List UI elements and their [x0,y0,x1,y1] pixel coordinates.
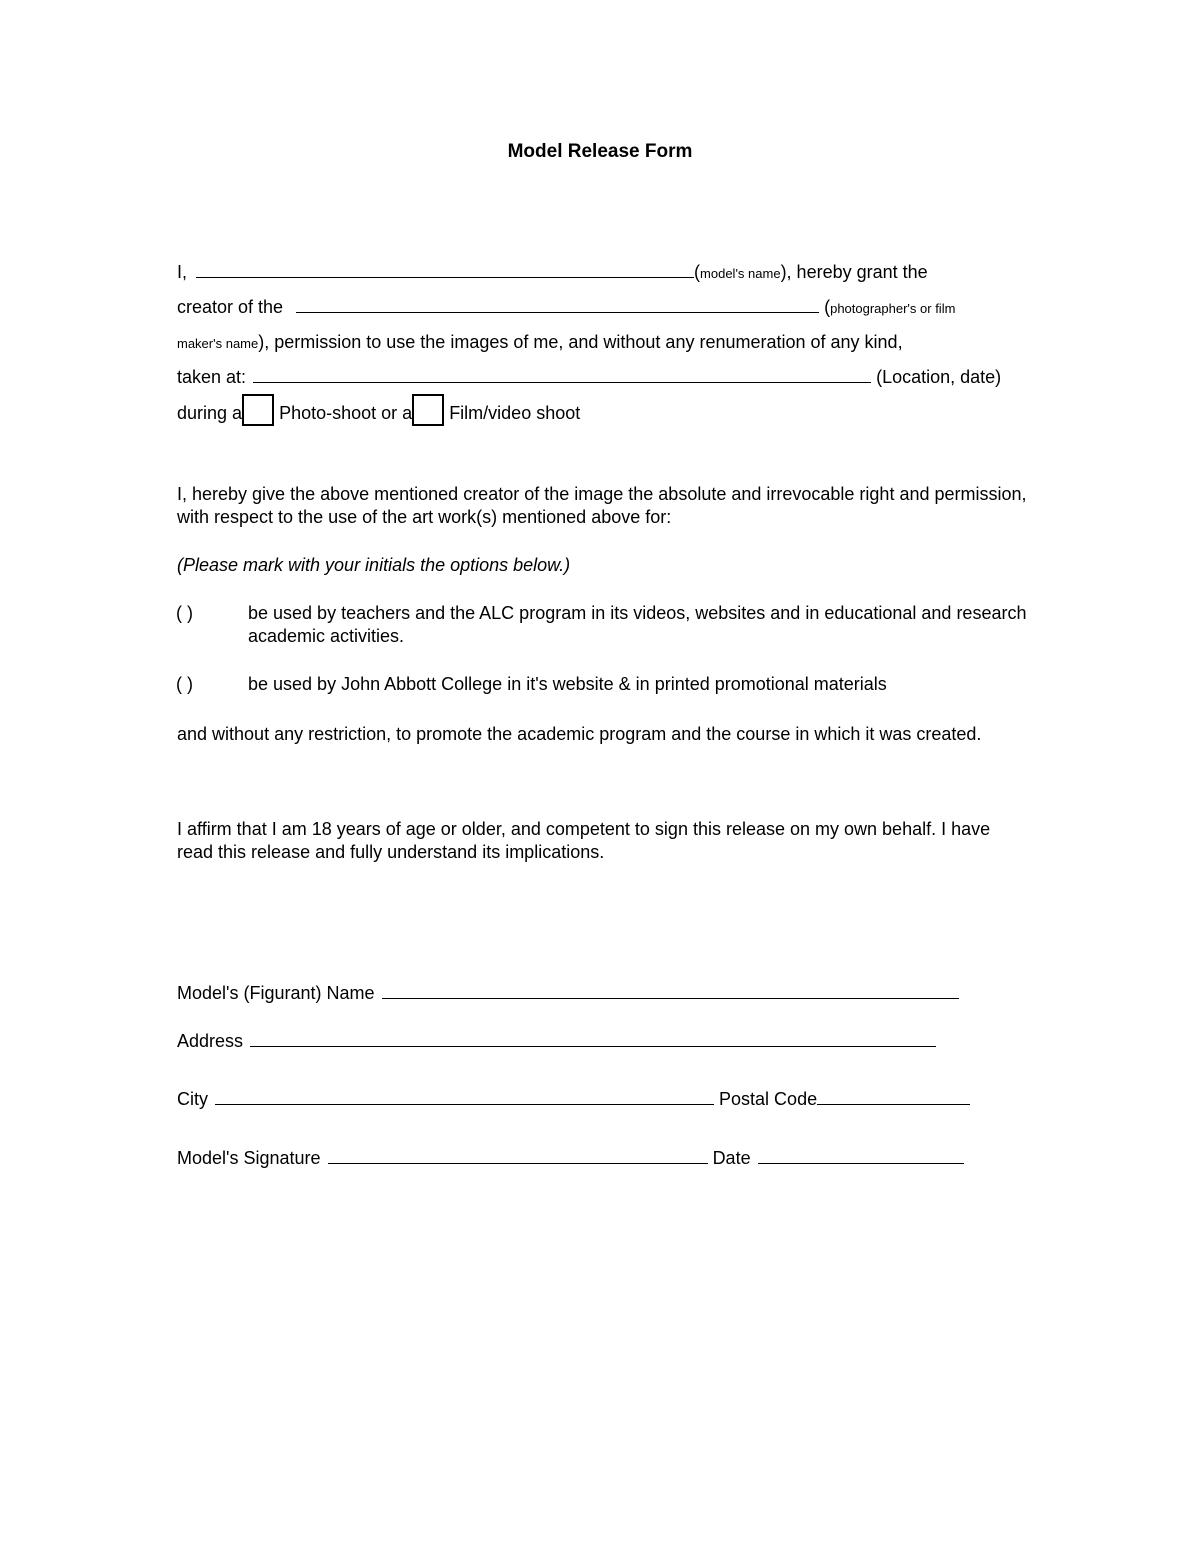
film-video-checkbox[interactable] [412,394,444,426]
postal-code-label: Postal Code [719,1089,818,1109]
photographer-name-field[interactable] [296,296,819,313]
date-label: Date [712,1148,751,1168]
signature-field[interactable] [328,1147,708,1164]
photo-shoot-checkbox[interactable] [242,394,274,426]
model-full-name-field[interactable] [382,982,959,999]
affirm-paragraph: I affirm that I am 18 years of age or older, and competent to sign this release on my own behalf. I have read this release and fully understand its implications. [177,819,991,862]
initials-instruction: (Please mark with your initials the options below.) [177,555,571,575]
location-hint: (Location, date) [876,367,1002,387]
film-video-label: Film/video shoot [449,403,581,423]
signature-date-row [177,1147,964,1169]
photo-shoot-label: Photo-shoot or a [279,403,413,423]
postal-code-field[interactable] [817,1088,970,1105]
model-name-row [177,982,959,1004]
address-row [177,1030,936,1052]
grant-line-3 [177,331,903,355]
grant-line-5 [177,402,580,426]
taken-at-text: taken at: [177,367,247,387]
restriction-paragraph: and without any restriction, to promote the academic program and the course in which it was created. [177,724,982,744]
option-1-initials-field[interactable]: ( ) [176,603,193,623]
creator-of-text: creator of the [177,297,284,317]
i-prefix: I, [177,262,188,282]
location-date-field[interactable] [253,366,871,383]
city-field[interactable] [215,1088,714,1105]
photographer-hint: photographer's or film [830,301,956,316]
city-postal-row [177,1088,970,1110]
option-2-initials-field[interactable]: ( ) [176,674,193,694]
grant-line-2 [177,296,955,320]
signature-label: Model's Signature [177,1148,321,1168]
open-paren-2: ( [824,297,831,317]
address-label: Address [177,1031,244,1051]
page-title: Model Release Form [507,141,693,162]
option-1-text: be used by teachers and the ALC program in its videos, websites and in educational and research academic activities. [248,603,1027,646]
address-field[interactable] [250,1030,936,1047]
date-field[interactable] [758,1147,964,1164]
hereby-grant-text: ), hereby grant the [780,262,928,282]
grant-line-1 [177,261,928,285]
model-name-hint: model's name [700,266,781,281]
model-name-label: Model's (Figurant) Name [177,983,375,1003]
model-name-field[interactable] [196,261,694,278]
rights-paragraph: I, hereby give the above mentioned creator of the image the absolute and irrevocable right and permission, with respect to the use of the art work(s) mentioned above for: [177,484,1027,527]
open-paren: ( [694,262,701,282]
option-2-text: be used by John Abbott College in it's website & in printed promotional materials [248,674,887,694]
city-label: City [177,1089,208,1109]
during-a-text: during a [177,403,243,423]
permission-text: ), permission to use the images of me, and without any renumeration of any kind, [258,332,903,352]
grant-line-4 [177,366,1001,388]
maker-hint: maker's name [177,336,259,351]
